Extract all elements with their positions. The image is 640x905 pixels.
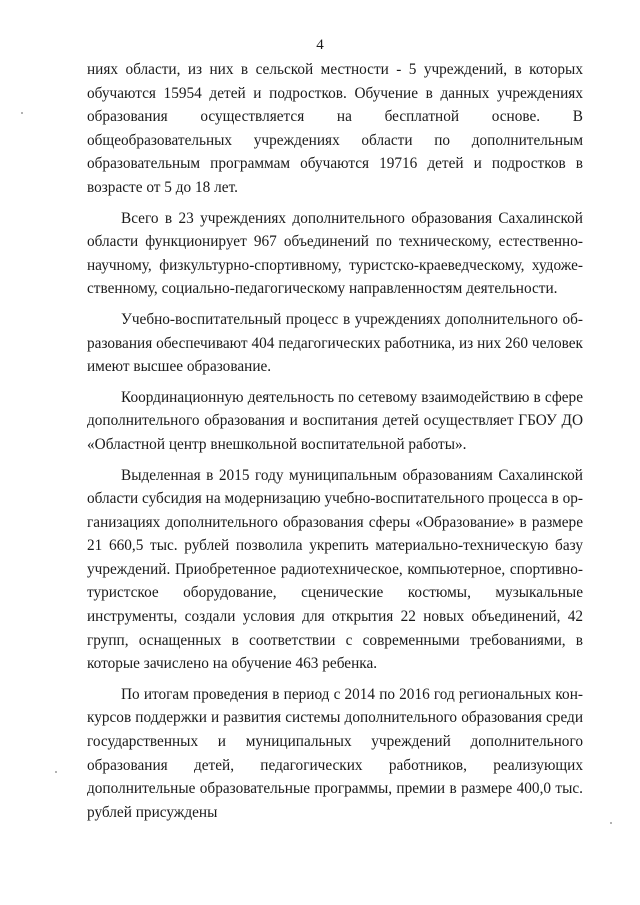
- page-number: 4: [316, 37, 324, 53]
- paragraph-associations: Всего в 23 учреждениях дополнительного образования Сахалинской области функционирует 967 объединений по техническому, естественнонаучному, физкультурно-спортивному, туристско-краеведческому, художественному, социально-педагогическому направленностям деятельности.: [87, 209, 583, 298]
- paragraph-continuation: ниях области, из них в сельской местности - 5 учреждений, в которых обучаются 15954 детей и подростков. Обучение в данных учреждениях образования осуществляется на бесплатной основе. В общеобразовательных учреждениях области по дополнительным образовательным программам обучаются 19716 детей и подростков в возрасте от 5 до 18 лет.: [87, 61, 583, 196]
- paragraph-staff: Учебно-воспитательный процесс в учреждениях дополнительного образования обеспечивают 404 педагогических работника, из них 260 человек имеют высшее образование.: [87, 310, 583, 376]
- paragraph-coordination: Координационную деятельность по сетевому взаимодействию в сфере дополнительного образования и воспитания детей осуществляет ГБОУ ДО «Областной центр внешкольной воспитательной работы».: [87, 388, 583, 453]
- scan-speck: [610, 822, 612, 824]
- paragraph-contests: По итогам проведения в период с 2014 по 2016 год региональных конкурсов поддержки и развития системы дополнительного образования среди государственных и муниципальных учреждений дополнительного образования детей, педагогических работников, реализующих дополнительные образовательные программы, премии в размере 400,0 тыс. рублей присуждены: [87, 685, 583, 821]
- paragraph-subsidy: Выделенная в 2015 году муниципальным образованиям Сахалинской области субсидия на модернизацию учебно-воспитательного процесса в организациях дополнительного образования сферы «Образование» в размере 21 660,5 тыс. рублей позволила укрепить материально-техническую базу учреждений. Приобретенное радиотехническое, компьютерное, спортивно-туристское оборудование, сценические костюмы, музыкальные инструменты, создали условия для открытия 22 новых объединений, 42 групп, оснащенных в соответствии с современными требованиями, в которые зачислено на обучение 463 ребенка.: [87, 466, 583, 673]
- scan-speck: [55, 771, 57, 773]
- scan-speck: [21, 112, 23, 114]
- body-text: [87, 58, 583, 831]
